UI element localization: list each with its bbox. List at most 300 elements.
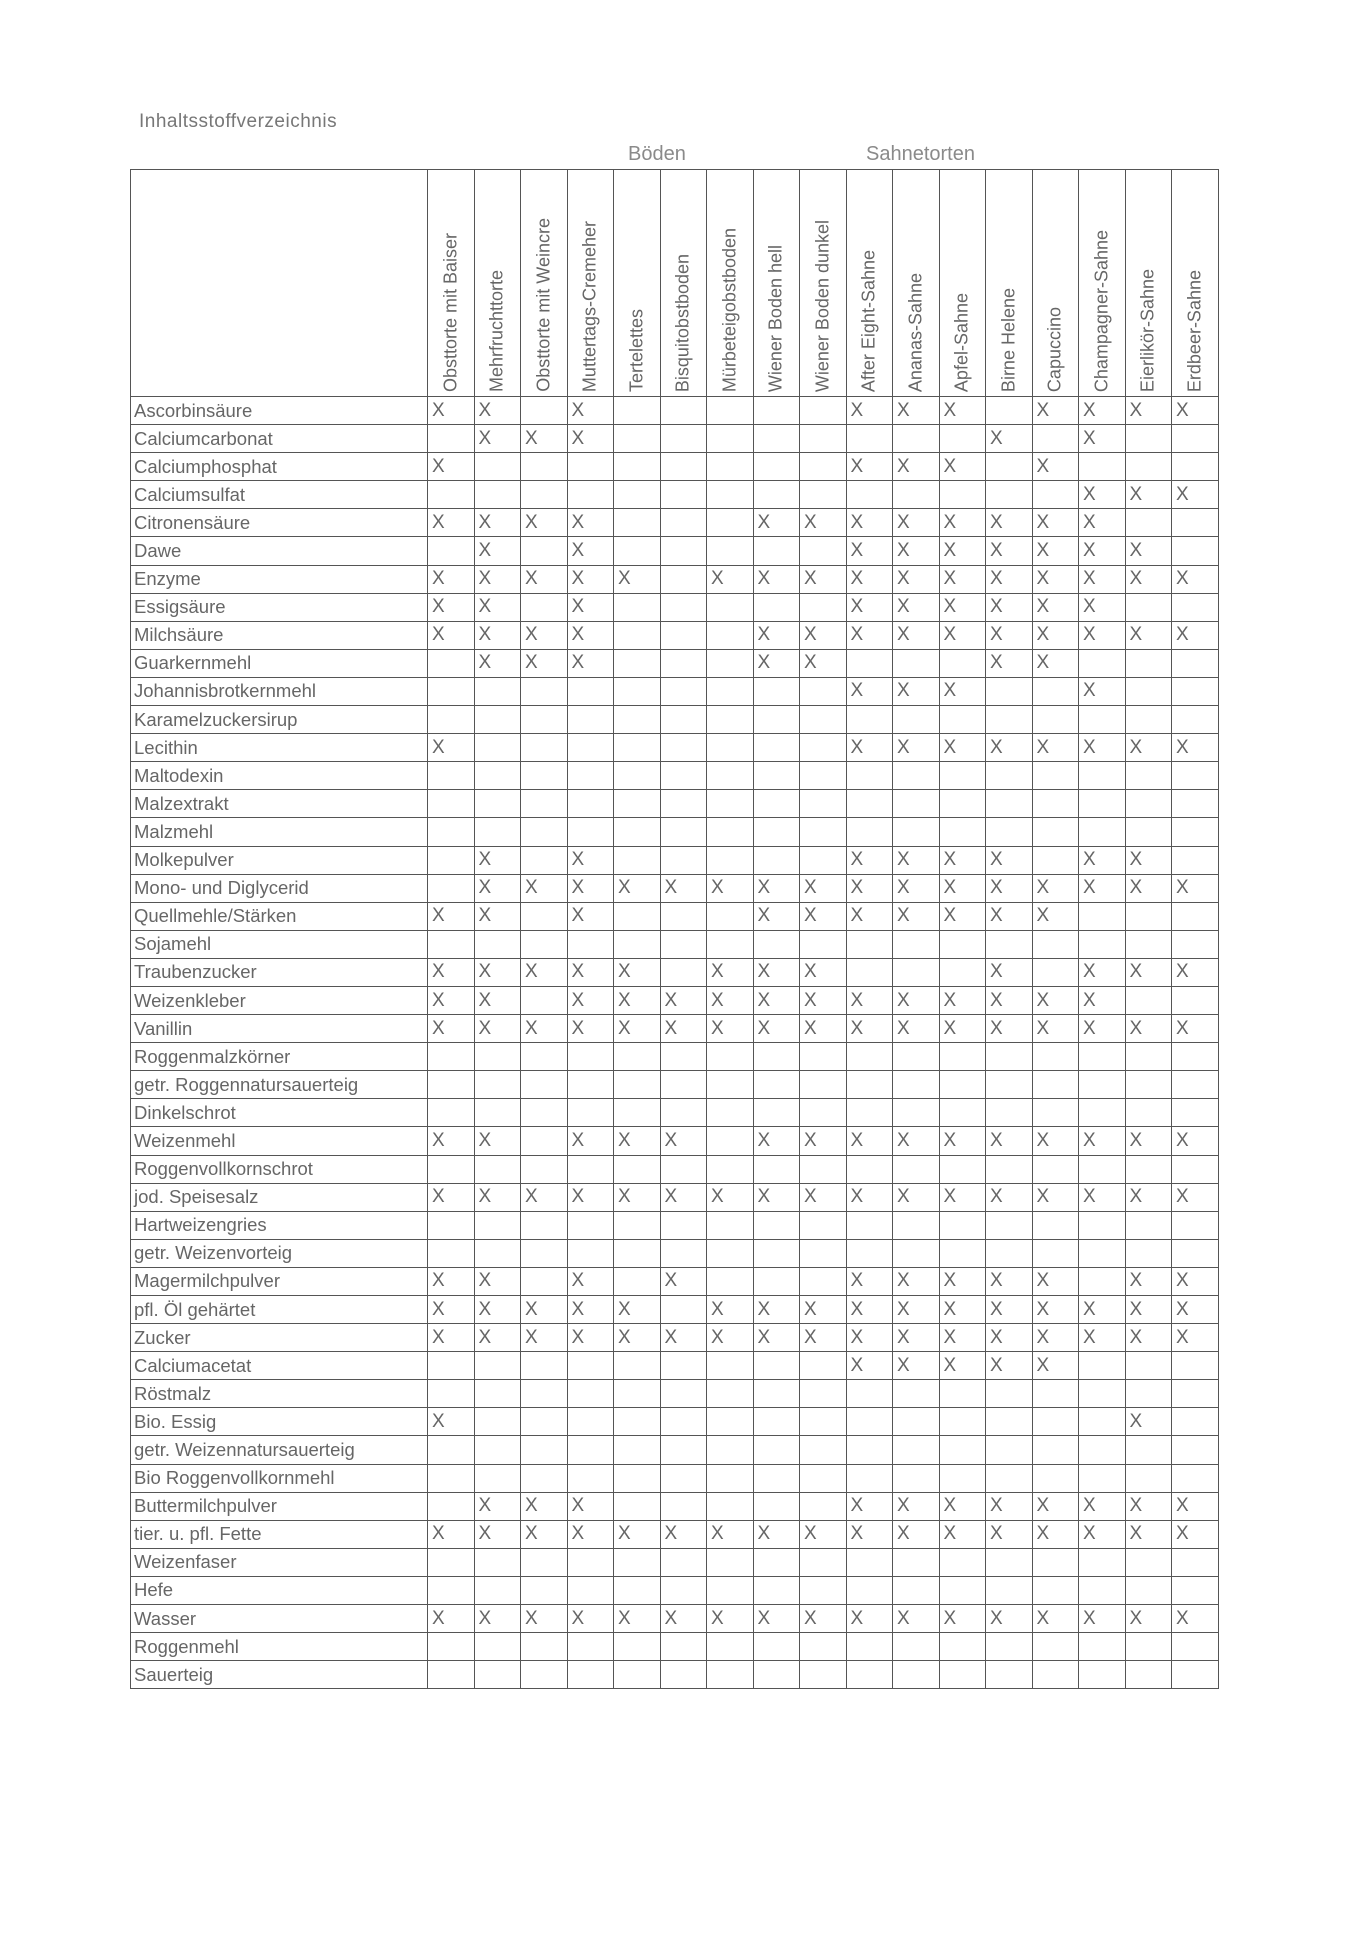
empty-cell <box>1125 706 1172 734</box>
empty-cell <box>1079 790 1126 818</box>
mark-cell: X <box>1032 1352 1079 1380</box>
mark-cell: X <box>846 1183 893 1211</box>
empty-cell <box>707 706 754 734</box>
empty-cell <box>753 1071 800 1099</box>
empty-cell <box>614 509 661 537</box>
empty-cell <box>1079 453 1126 481</box>
mark-cell: X <box>753 509 800 537</box>
mark-cell: X <box>1125 481 1172 509</box>
empty-cell <box>893 1464 940 1492</box>
empty-cell <box>1079 1211 1126 1239</box>
ingredient-name: Wasser <box>131 1605 428 1633</box>
mark-cell: X <box>986 621 1033 649</box>
mark-cell: X <box>567 425 614 453</box>
mark-cell: X <box>893 593 940 621</box>
empty-cell <box>567 1380 614 1408</box>
empty-cell <box>753 1408 800 1436</box>
mark-cell: X <box>707 565 754 593</box>
mark-cell: X <box>893 734 940 762</box>
column-header-label: Obsttorte mit Baiser <box>440 232 461 392</box>
mark-cell: X <box>1125 1408 1172 1436</box>
table-row <box>131 481 1219 509</box>
empty-cell <box>707 1408 754 1436</box>
mark-cell: X <box>428 1520 475 1548</box>
empty-cell <box>800 453 847 481</box>
empty-cell <box>800 790 847 818</box>
empty-cell <box>567 1155 614 1183</box>
table-row <box>131 565 1219 593</box>
empty-cell <box>846 425 893 453</box>
empty-cell <box>521 1099 568 1127</box>
mark-cell: X <box>567 537 614 565</box>
mark-cell: X <box>428 958 475 986</box>
empty-cell <box>707 425 754 453</box>
empty-cell <box>1125 762 1172 790</box>
empty-cell <box>614 930 661 958</box>
table-row <box>131 958 1219 986</box>
mark-cell: X <box>846 621 893 649</box>
empty-cell <box>800 481 847 509</box>
empty-cell <box>707 1380 754 1408</box>
column-header <box>1125 170 1172 397</box>
empty-cell <box>614 1099 661 1127</box>
column-header-label: Erdbeer-Sahne <box>1184 269 1205 392</box>
mark-cell: X <box>986 734 1033 762</box>
mark-cell: X <box>1079 874 1126 902</box>
empty-cell <box>567 1548 614 1576</box>
ingredient-name: Calciumacetat <box>131 1352 428 1380</box>
empty-cell <box>707 846 754 874</box>
mark-cell: X <box>474 397 521 425</box>
mark-cell: X <box>521 1520 568 1548</box>
empty-cell <box>614 1436 661 1464</box>
empty-cell <box>474 1239 521 1267</box>
empty-cell <box>707 1043 754 1071</box>
empty-cell <box>521 1380 568 1408</box>
mark-cell: X <box>428 1408 475 1436</box>
mark-cell: X <box>939 1605 986 1633</box>
empty-cell <box>614 1408 661 1436</box>
empty-cell <box>707 818 754 846</box>
empty-cell <box>474 453 521 481</box>
mark-cell: X <box>1032 1605 1079 1633</box>
mark-cell: X <box>939 1267 986 1295</box>
empty-cell <box>614 1576 661 1604</box>
mark-cell: X <box>753 1296 800 1324</box>
empty-cell <box>893 762 940 790</box>
empty-cell <box>474 734 521 762</box>
column-header <box>567 170 614 397</box>
empty-cell <box>1032 958 1079 986</box>
mark-cell: X <box>1032 1520 1079 1548</box>
empty-cell <box>660 1352 707 1380</box>
empty-cell <box>986 1576 1033 1604</box>
mark-cell: X <box>1032 1015 1079 1043</box>
ingredient-name: Roggenvollkornschrot <box>131 1155 428 1183</box>
mark-cell: X <box>753 1015 800 1043</box>
mark-cell: X <box>846 1324 893 1352</box>
empty-cell <box>1079 1576 1126 1604</box>
empty-cell <box>428 649 475 677</box>
empty-cell <box>614 818 661 846</box>
empty-cell <box>1079 762 1126 790</box>
empty-cell <box>893 1380 940 1408</box>
empty-cell <box>521 453 568 481</box>
empty-cell <box>707 453 754 481</box>
mark-cell: X <box>800 874 847 902</box>
mark-cell: X <box>893 1296 940 1324</box>
empty-cell <box>521 930 568 958</box>
empty-cell <box>660 1661 707 1689</box>
ingredient-name: Karamelzuckersirup <box>131 706 428 734</box>
column-header-label: Obsttorte mit Weincre <box>533 218 554 392</box>
mark-cell: X <box>567 1127 614 1155</box>
mark-cell: X <box>1079 677 1126 705</box>
empty-cell <box>1032 1436 1079 1464</box>
empty-cell <box>614 902 661 930</box>
mark-cell: X <box>567 509 614 537</box>
mark-cell: X <box>428 621 475 649</box>
empty-cell <box>1172 593 1219 621</box>
empty-cell <box>1125 902 1172 930</box>
empty-cell <box>753 1211 800 1239</box>
empty-cell <box>660 902 707 930</box>
mark-cell: X <box>846 565 893 593</box>
table-row <box>131 706 1219 734</box>
empty-cell <box>939 762 986 790</box>
empty-cell <box>753 1576 800 1604</box>
mark-cell: X <box>1079 734 1126 762</box>
mark-cell: X <box>428 734 475 762</box>
empty-cell <box>1032 1239 1079 1267</box>
empty-cell <box>893 481 940 509</box>
mark-cell: X <box>474 902 521 930</box>
empty-cell <box>428 1155 475 1183</box>
mark-cell: X <box>428 1267 475 1295</box>
mark-cell: X <box>474 874 521 902</box>
empty-cell <box>939 1380 986 1408</box>
mark-cell: X <box>1172 565 1219 593</box>
empty-cell <box>1172 1548 1219 1576</box>
column-header <box>474 170 521 397</box>
table-row <box>131 593 1219 621</box>
mark-cell: X <box>939 1127 986 1155</box>
empty-cell <box>753 818 800 846</box>
empty-cell <box>567 1099 614 1127</box>
ingredient-name: Roggenmehl <box>131 1633 428 1661</box>
column-header <box>939 170 986 397</box>
empty-cell <box>986 790 1033 818</box>
column-header <box>521 170 568 397</box>
mark-cell: X <box>1125 397 1172 425</box>
empty-cell <box>428 1211 475 1239</box>
ingredient-name: Weizenfaser <box>131 1548 428 1576</box>
empty-cell <box>939 930 986 958</box>
mark-cell: X <box>800 509 847 537</box>
empty-cell <box>986 706 1033 734</box>
table-row <box>131 1015 1219 1043</box>
empty-cell <box>753 593 800 621</box>
mark-cell: X <box>1125 1492 1172 1520</box>
table-row <box>131 1436 1219 1464</box>
empty-cell <box>893 706 940 734</box>
mark-cell: X <box>753 1520 800 1548</box>
group-label-boeden: Böden <box>628 143 686 165</box>
empty-cell <box>800 1352 847 1380</box>
ingredient-name: Vanillin <box>131 1015 428 1043</box>
column-header-label: After Eight-Sahne <box>858 249 879 392</box>
mark-cell: X <box>1032 509 1079 537</box>
empty-cell <box>521 762 568 790</box>
mark-cell: X <box>1172 1605 1219 1633</box>
mark-cell: X <box>707 1605 754 1633</box>
empty-cell <box>893 1043 940 1071</box>
mark-cell: X <box>567 846 614 874</box>
empty-cell <box>614 621 661 649</box>
empty-cell <box>474 818 521 846</box>
empty-cell <box>846 818 893 846</box>
empty-cell <box>846 958 893 986</box>
empty-cell <box>893 1071 940 1099</box>
column-header <box>428 170 475 397</box>
mark-cell: X <box>1032 537 1079 565</box>
empty-cell <box>521 1071 568 1099</box>
mark-cell: X <box>521 1296 568 1324</box>
empty-cell <box>753 1155 800 1183</box>
empty-cell <box>707 1436 754 1464</box>
mark-cell: X <box>986 846 1033 874</box>
empty-cell <box>893 1239 940 1267</box>
empty-cell <box>614 762 661 790</box>
mark-cell: X <box>474 846 521 874</box>
empty-cell <box>1125 1211 1172 1239</box>
empty-cell <box>428 425 475 453</box>
mark-cell: X <box>800 986 847 1014</box>
mark-cell: X <box>893 565 940 593</box>
empty-cell <box>660 930 707 958</box>
empty-cell <box>1032 1099 1079 1127</box>
empty-cell <box>428 1071 475 1099</box>
empty-cell <box>567 1576 614 1604</box>
mark-cell: X <box>474 621 521 649</box>
mark-cell: X <box>846 677 893 705</box>
empty-cell <box>986 762 1033 790</box>
table-row <box>131 1155 1219 1183</box>
column-header-label: Apfel-Sahne <box>951 292 972 392</box>
table-row <box>131 930 1219 958</box>
empty-cell <box>521 734 568 762</box>
mark-cell: X <box>846 874 893 902</box>
mark-cell: X <box>1125 1324 1172 1352</box>
table-row <box>131 846 1219 874</box>
mark-cell: X <box>939 453 986 481</box>
empty-cell <box>939 1408 986 1436</box>
empty-cell <box>428 1661 475 1689</box>
empty-cell <box>1125 1661 1172 1689</box>
mark-cell: X <box>800 1015 847 1043</box>
mark-cell: X <box>753 958 800 986</box>
empty-cell <box>753 481 800 509</box>
mark-cell: X <box>428 509 475 537</box>
mark-cell: X <box>567 1605 614 1633</box>
table-row <box>131 762 1219 790</box>
mark-cell: X <box>474 1183 521 1211</box>
empty-cell <box>567 1633 614 1661</box>
table-body <box>131 397 1219 1689</box>
ingredient-name: Magermilchpulver <box>131 1267 428 1295</box>
empty-cell <box>753 930 800 958</box>
empty-cell <box>1032 706 1079 734</box>
empty-cell <box>1125 1548 1172 1576</box>
mark-cell: X <box>428 593 475 621</box>
table-row <box>131 1099 1219 1127</box>
empty-cell <box>800 677 847 705</box>
empty-cell <box>614 1211 661 1239</box>
empty-cell <box>846 1548 893 1576</box>
empty-cell <box>939 1211 986 1239</box>
mark-cell: X <box>986 565 1033 593</box>
empty-cell <box>893 425 940 453</box>
empty-cell <box>1125 1043 1172 1071</box>
mark-cell: X <box>1079 1127 1126 1155</box>
mark-cell: X <box>1125 958 1172 986</box>
empty-cell <box>893 1633 940 1661</box>
ingredient-name: Buttermilchpulver <box>131 1492 428 1520</box>
empty-cell <box>1125 986 1172 1014</box>
mark-cell: X <box>474 1296 521 1324</box>
empty-cell <box>707 1267 754 1295</box>
mark-cell: X <box>846 397 893 425</box>
empty-cell <box>1172 509 1219 537</box>
mark-cell: X <box>939 677 986 705</box>
mark-cell: X <box>567 986 614 1014</box>
empty-cell <box>846 1576 893 1604</box>
empty-cell <box>986 1043 1033 1071</box>
empty-cell <box>660 762 707 790</box>
empty-cell <box>939 1548 986 1576</box>
empty-cell <box>986 930 1033 958</box>
group-label-sahnetorten: Sahnetorten <box>866 143 975 165</box>
empty-cell <box>846 1239 893 1267</box>
empty-cell <box>614 846 661 874</box>
header-row <box>131 170 1219 397</box>
mark-cell: X <box>521 874 568 902</box>
ingredient-name: Hefe <box>131 1576 428 1604</box>
empty-cell <box>428 537 475 565</box>
empty-cell <box>753 677 800 705</box>
table-row <box>131 1296 1219 1324</box>
column-header-label: Capuccino <box>1044 306 1065 392</box>
mark-cell: X <box>567 958 614 986</box>
ingredient-name: Calciumcarbonat <box>131 425 428 453</box>
mark-cell: X <box>474 1267 521 1295</box>
mark-cell: X <box>846 1520 893 1548</box>
empty-cell <box>567 762 614 790</box>
empty-cell <box>660 481 707 509</box>
empty-cell <box>707 1099 754 1127</box>
empty-cell <box>567 1352 614 1380</box>
empty-cell <box>1032 1071 1079 1099</box>
empty-cell <box>614 453 661 481</box>
empty-cell <box>660 1099 707 1127</box>
empty-cell <box>521 1043 568 1071</box>
empty-cell <box>753 1099 800 1127</box>
mark-cell: X <box>428 1296 475 1324</box>
empty-cell <box>567 453 614 481</box>
table-row <box>131 1071 1219 1099</box>
table-row <box>131 453 1219 481</box>
empty-cell <box>521 706 568 734</box>
empty-cell <box>846 1071 893 1099</box>
mark-cell: X <box>1079 593 1126 621</box>
empty-cell <box>986 1380 1033 1408</box>
empty-cell <box>893 1155 940 1183</box>
mark-cell: X <box>428 453 475 481</box>
empty-cell <box>1172 1408 1219 1436</box>
table-row <box>131 1576 1219 1604</box>
empty-cell <box>521 986 568 1014</box>
mark-cell: X <box>800 649 847 677</box>
mark-cell: X <box>753 1605 800 1633</box>
mark-cell: X <box>846 1605 893 1633</box>
empty-cell <box>707 481 754 509</box>
mark-cell: X <box>753 621 800 649</box>
empty-cell <box>1032 1661 1079 1689</box>
empty-cell <box>800 1464 847 1492</box>
mark-cell: X <box>428 397 475 425</box>
empty-cell <box>986 481 1033 509</box>
empty-cell <box>939 706 986 734</box>
mark-cell: X <box>474 1605 521 1633</box>
empty-cell <box>986 1071 1033 1099</box>
mark-cell: X <box>474 986 521 1014</box>
empty-cell <box>1079 649 1126 677</box>
mark-cell: X <box>800 902 847 930</box>
empty-cell <box>1172 1661 1219 1689</box>
mark-cell: X <box>893 453 940 481</box>
empty-cell <box>474 1155 521 1183</box>
empty-cell <box>707 1127 754 1155</box>
empty-cell <box>614 537 661 565</box>
empty-cell <box>800 593 847 621</box>
mark-cell: X <box>1079 1492 1126 1520</box>
mark-cell: X <box>893 1605 940 1633</box>
column-header <box>800 170 847 397</box>
empty-cell <box>800 846 847 874</box>
table-row <box>131 649 1219 677</box>
empty-cell <box>707 1633 754 1661</box>
mark-cell: X <box>521 621 568 649</box>
empty-cell <box>1032 846 1079 874</box>
empty-cell <box>1125 1380 1172 1408</box>
mark-cell: X <box>521 958 568 986</box>
empty-cell <box>1079 1099 1126 1127</box>
empty-cell <box>428 1099 475 1127</box>
empty-cell <box>474 1436 521 1464</box>
empty-cell <box>753 1239 800 1267</box>
mark-cell: X <box>893 1127 940 1155</box>
mark-cell: X <box>1032 1296 1079 1324</box>
mark-cell: X <box>1032 397 1079 425</box>
mark-cell: X <box>1172 481 1219 509</box>
mark-cell: X <box>567 1015 614 1043</box>
empty-cell <box>707 509 754 537</box>
empty-cell <box>800 734 847 762</box>
empty-cell <box>614 1071 661 1099</box>
empty-cell <box>567 818 614 846</box>
mark-cell: X <box>846 1015 893 1043</box>
empty-cell <box>939 1155 986 1183</box>
